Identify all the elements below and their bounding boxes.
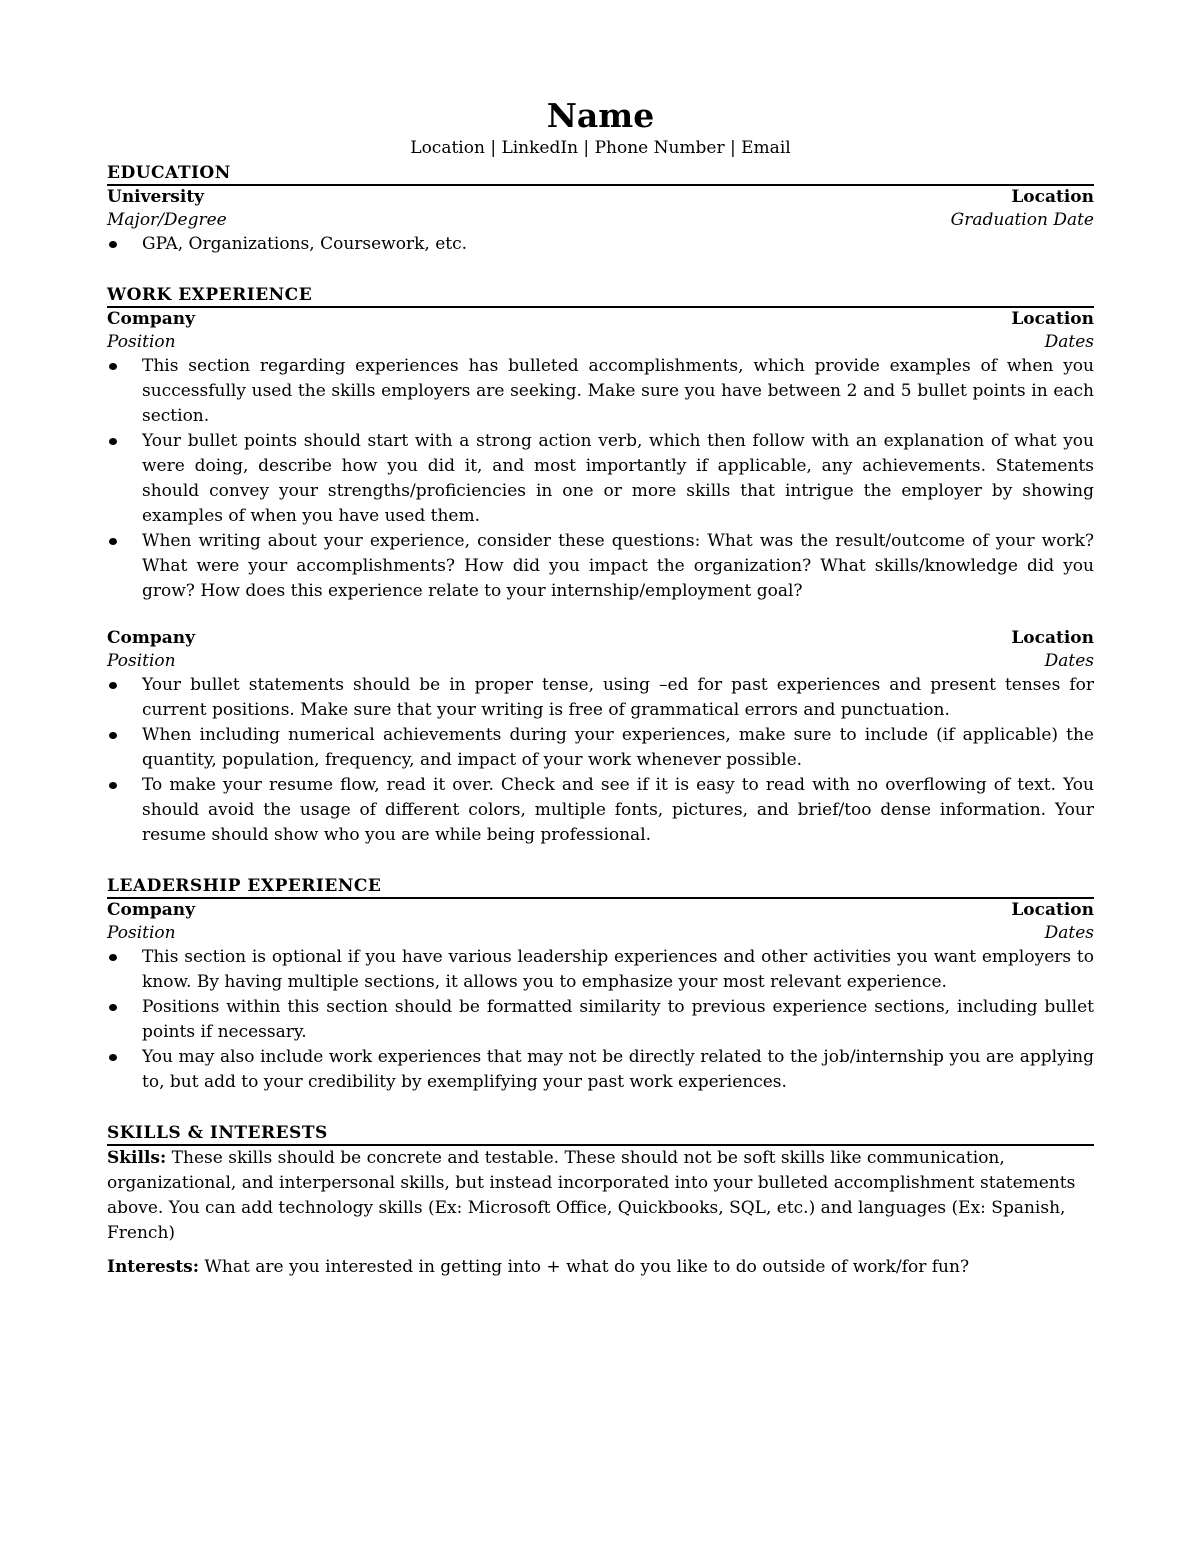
work-entry	[107, 627, 1094, 848]
company-name: Company	[107, 900, 195, 920]
list-item	[107, 232, 1094, 257]
education-heading: EDUCATION	[107, 162, 1094, 186]
position: Position	[107, 651, 176, 671]
bullet-text: When writing about your experience, consider these questions: What was the result/outcome of your work? What were your accomplishments? How did you impact the organization? What skills/knowledge did you grow? How does this experience relate to your internship/employment goal?	[142, 531, 1094, 601]
dates: Dates	[1044, 923, 1094, 943]
bullet-icon	[109, 241, 117, 248]
interests-text: What are you interested in getting into + what do you like to do outside of work/for fun?	[199, 1257, 970, 1277]
list-item	[107, 723, 1094, 773]
bullet-text: GPA, Organizations, Coursework, etc.	[142, 234, 468, 254]
bullet-text: You may also include work experiences that may not be directly related to the job/internship you are applying to, but add to your credibility by exemplifying your past work experiences.	[142, 1047, 1094, 1092]
work-position-row	[107, 650, 1094, 673]
work-section	[107, 284, 1094, 848]
dates: Dates	[1044, 651, 1094, 671]
bullet-icon	[109, 363, 117, 370]
leadership-section	[107, 875, 1094, 1095]
work-entry	[107, 308, 1094, 604]
company-location: Location	[1011, 309, 1094, 329]
list-item	[107, 529, 1094, 604]
company-name: Company	[107, 309, 195, 329]
interests-label: Interests:	[107, 1257, 200, 1277]
company-name: Company	[107, 628, 195, 648]
list-item	[107, 673, 1094, 723]
position: Position	[107, 332, 176, 352]
bullet-text: This section is optional if you have various leadership experiences and other activities you want employers to know. By having multiple sections, it allows you to emphasize your most relevant experience.	[142, 947, 1094, 992]
company-location: Location	[1011, 628, 1094, 648]
list-item	[107, 429, 1094, 529]
work-company-row	[107, 308, 1094, 331]
graduation-date: Graduation Date	[950, 210, 1094, 230]
list-item	[107, 1045, 1094, 1095]
bullet-text: Positions within this section should be formatted similarity to previous experience sections, including bullet points if necessary.	[142, 997, 1094, 1042]
bullet-text: Your bullet points should start with a strong action verb, which then follow with an explanation of what you were doing, describe how you did it, and most importantly if applicable, any achievements. Statements should convey your strengths/proficiencies in one or more skills that intrigue the employer by showing examples of when you have used them.	[142, 431, 1094, 526]
bullet-icon	[109, 732, 117, 739]
bullet-icon	[109, 1054, 117, 1061]
list-item	[107, 995, 1094, 1045]
education-section	[107, 162, 1094, 257]
leadership-company-row	[107, 899, 1094, 922]
education-bullets	[107, 232, 1094, 257]
bullet-text: This section regarding experiences has bulleted accomplishments, which provide examples of when you successfully used the skills employers are seeking. Make sure you have between 2 and 5 bullet points in each section.	[142, 356, 1094, 426]
bullet-icon	[109, 954, 117, 961]
position: Position	[107, 923, 176, 943]
skills-text: These skills should be concrete and testable. These should not be soft skills like communication, organizational, and interpersonal skills, but instead incorporated into your bulleted accomplishment statements above. You can add technology skills (Ex: Microsoft Office, Quickbooks, SQL, etc.) and languages (Ex: Spanish, French)	[107, 1148, 1076, 1243]
resume-page	[107, 96, 1094, 1280]
bullet-text: Your bullet statements should be in proper tense, using –ed for past experiences and present tenses for current positions. Make sure that your writing is free of grammatical errors and punctuation.	[142, 675, 1094, 720]
bullet-text: To make your resume flow, read it over. Check and see if it is easy to read with no overflowing of text. You should avoid the usage of different colors, multiple fonts, pictures, and brief/too dense information. Your resume should show who you are while being professional.	[142, 775, 1094, 845]
bullet-icon	[109, 1004, 117, 1011]
leadership-bullets	[107, 945, 1094, 1095]
work-bullets	[107, 673, 1094, 848]
work-heading: WORK EXPERIENCE	[107, 284, 1094, 308]
skills-section	[107, 1122, 1094, 1280]
bullet-icon	[109, 438, 117, 445]
school-location: Location	[1011, 187, 1094, 207]
leadership-position-row	[107, 922, 1094, 945]
interests-paragraph	[107, 1255, 1094, 1280]
work-bullets	[107, 354, 1094, 604]
skills-label: Skills:	[107, 1148, 167, 1168]
dates: Dates	[1044, 332, 1094, 352]
leadership-heading: LEADERSHIP EXPERIENCE	[107, 875, 1094, 899]
bullet-icon	[109, 682, 117, 689]
company-location: Location	[1011, 900, 1094, 920]
bullet-icon	[109, 538, 117, 545]
resume-name: Name	[546, 96, 655, 135]
work-position-row	[107, 331, 1094, 354]
bullet-icon	[109, 782, 117, 789]
list-item	[107, 354, 1094, 429]
skills-paragraph	[107, 1146, 1094, 1246]
contact-line: Location | LinkedIn | Phone Number | Email	[410, 138, 791, 158]
degree: Major/Degree	[107, 210, 227, 230]
skills-heading: SKILLS & INTERESTS	[107, 1122, 1094, 1146]
list-item	[107, 945, 1094, 995]
education-school-row	[107, 186, 1094, 209]
education-degree-row	[107, 209, 1094, 232]
work-company-row	[107, 627, 1094, 650]
school-name: University	[107, 187, 205, 207]
bullet-text: When including numerical achievements during your experiences, make sure to include (if applicable) the quantity, population, frequency, and impact of your work whenever possible.	[142, 725, 1094, 770]
list-item	[107, 773, 1094, 848]
